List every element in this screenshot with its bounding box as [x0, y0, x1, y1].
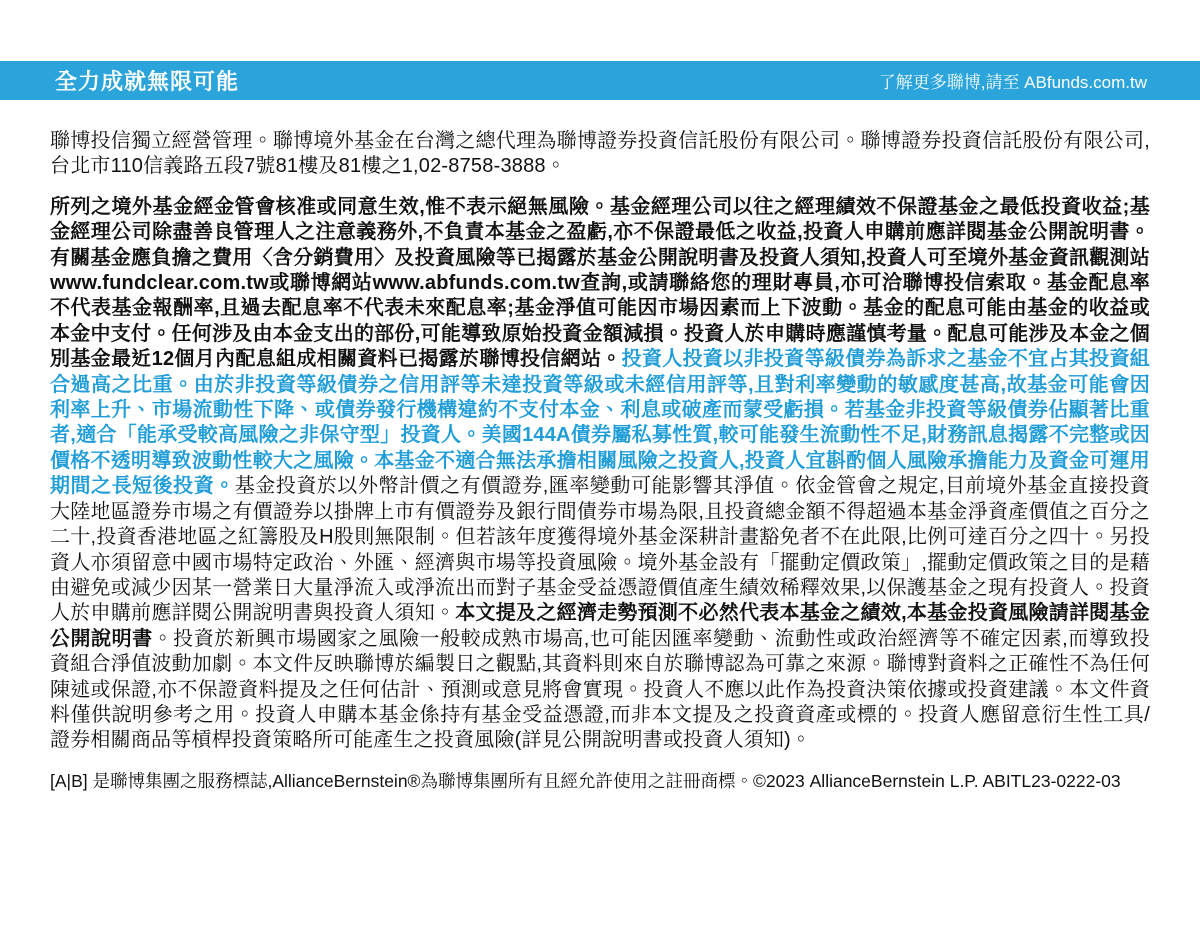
brand-tagline: 全力成就無限可能 — [55, 69, 240, 94]
trademark-footnote: [A|B] 是聯博集團之服務標誌,AllianceBernstein®為聯博集團所有且經允許使用之註冊商標。©2023 AllianceBernstein L.P. ABITL23-0222-03 — [50, 770, 1121, 791]
disclaimer-regular-segment-2: 。投資於新興市場國家之風險一般較成熟市場高,也可能因匯率變動、流動性或政治經濟等不確定因素,而導致投資組合淨值波動加劇。本文件反映聯博於編製日之觀點,其資料則來自於聯博認為可靠之來源。聯博對資料之正確性不為任何陳述或保證,亦不保證資料提及之任何估計、預測或意見將會實現。投資人不應以此作為投資決策依據或投資建議。本文件資料僅供說明參考之用。投資人申購本基金係持有基金受益憑證,而非本文提及之投資資產或標的。投資人應留意衍生性工具/證券相關商品等槓桿投資策略所可能產生之投資風險(詳見公開說明書或投資人須知)。 — [50, 627, 1150, 752]
company-info-paragraph: 聯博投信獨立經營管理。聯博境外基金在台灣之總代理為聯博證券投資信託股份有限公司。聯博證券投資信託股份有限公司,台北市110信義路五段7號81樓及81樓之1,02-8758-3888。 — [50, 130, 1150, 178]
disclaimer-flyer-page — [0, 61, 1200, 948]
banner-website-text: 了解更多聯博,請至 ABfunds.com.tw — [878, 73, 1147, 92]
brand-banner — [0, 61, 1200, 100]
disclaimer-bold-segment-2: 本文提及之經濟走勢預測不必然代表本基金之績效,本基金投資風險請詳閱基金公開說明書 — [50, 602, 1151, 650]
disclaimer-bold-segment-1: 所列之境外基金經金管會核准或同意生效,惟不表示絕無風險。基金經理公司以往之經理績效不保證基金之最低投資收益;基金經理公司除盡善良管理人之注意義務外,不負責本基金之盈虧,亦不保證最低之收益,投資人申購前應詳閱基金公開說明書。有關基金應負擔之費用〈含分銷費用〉及投資風險等已揭露於基金公開說明書及投資人須知,投資人可至境外基金資訊觀測站www.fundclear.com.tw或聯博網站www.abfunds.com.tw查詢,或請聯絡您的理財專員,亦可洽聯博投信索取。基金配息率不代表基金報酬率,且過去配息率不代表未來配息率;基金淨值可能因市場因素而上下波動。基金的配息可能由基金的收益或本金中支付。任何涉及由本金支出的部份,可能導致原始投資金額減損。投資人於申購時應謹慎考量。配息可能涉及本金之個別基金最近12個月內配息組成相關資料已揭露於聯博投信網站。 — [50, 195, 1150, 371]
disclaimer-blue-segment: 投資人投資以非投資等級債券為訴求之基金不宜占其投資組合過高之比重。由於非投資等級債券之信用評等未達投資等級或未經信用評等,且對利率變動的敏感度甚高,故基金可能會因利率上升、市場流動性下降、或債券發行機構違約不支付本金、利息或破產而蒙受虧損。若基金非投資等級債券佔顯著比重者,適合「能承受較高風險之非保守型」投資人。美國144A債券屬私募性質,較可能發生流動性不足,財務訊息揭露不完整或因價格不透明導致波動性較大之風險。本基金不適合無法承擔相關風險之投資人,投資人宜斟酌個人風險承擔能力及資金可運用期間之長短後投資。 — [50, 348, 1151, 498]
disclaimer-content — [0, 100, 1200, 793]
disclaimer-regular-segment-1: 基金投資於以外幣計價之有價證券,匯率變動可能影響其淨值。依金管會之規定,目前境外基金直接投資大陸地區證券市場之有價證券以掛牌上市有價證券及銀行間債券市場為限,且投資總金額不得超過本基金淨資產價值之百分之二十,投資香港地區之紅籌股及H股則無限制。但若該年度獲得境外基金深耕計畫豁免者不在此限,比例可達百分之四十。另投資人亦須留意中國市場特定政治、外匯、經濟與市場等投資風險。境外基金設有「擺動定價政策」,擺動定價政策之目的是藉由避免或減少因某一營業日大量淨流入或淨流出而對子基金受益憑證價值產生績效稀釋效果,以保護基金之現有投資人。投資人於申購前應詳閱公開說明書與投資人須知。 — [50, 475, 1150, 625]
risk-disclaimer-paragraph — [50, 195, 1150, 754]
